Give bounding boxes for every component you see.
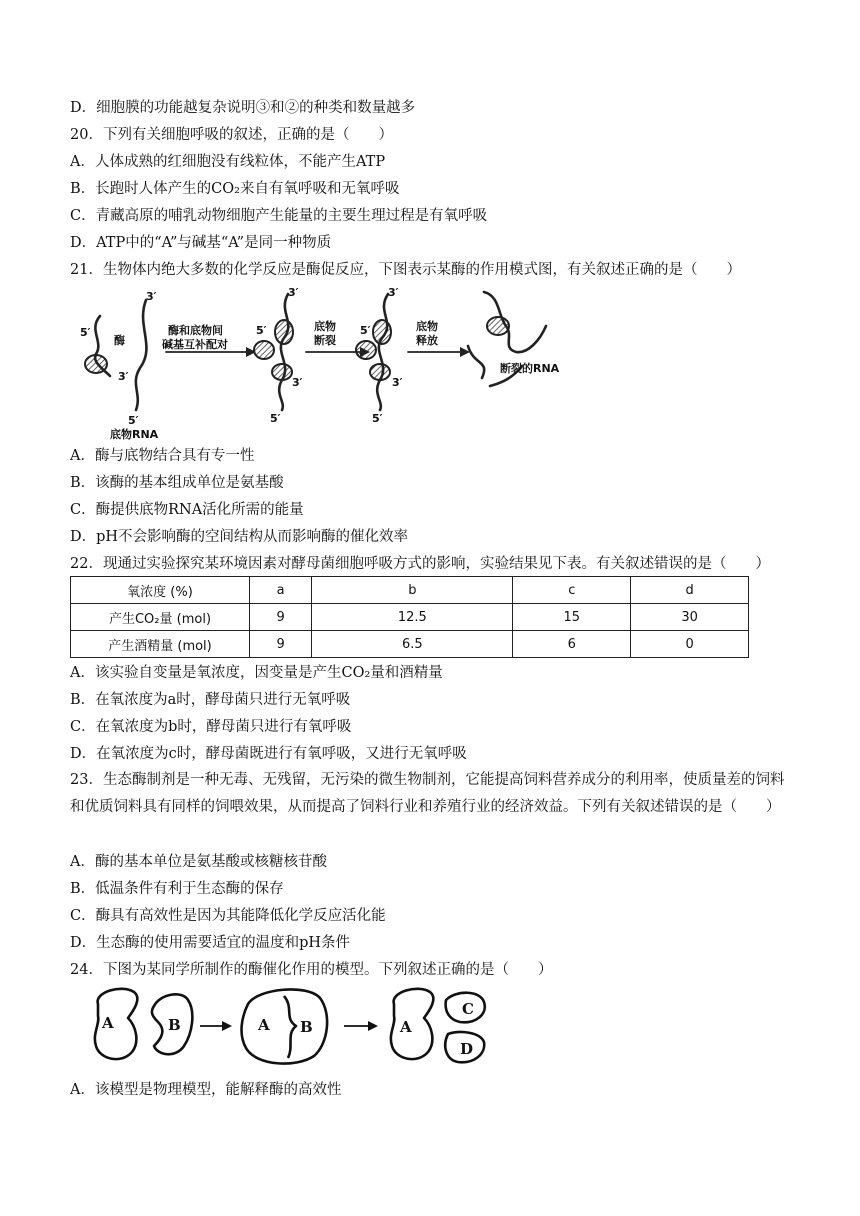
q22-option-c: C．在氧浓度为b时，酵母菌只进行有氧呼吸 bbox=[70, 719, 352, 735]
label-a-3: A bbox=[400, 1018, 412, 1036]
table-col-a: a bbox=[250, 577, 312, 604]
label-step1-line2: 碱基互补配对 bbox=[162, 338, 228, 351]
enzyme-hatched-loop-2c bbox=[272, 364, 292, 380]
label-d: D bbox=[460, 1040, 474, 1058]
q23-stem: 23．生态酶制剂是一种无毒、无残留，无污染的微生物制剂，它能提高饲料营养成分的利用率，使质量差的饲料和优质饲料具有同样的饲喂效果，从而提高了饲料行业和养殖行业的经济效益。下列有关叙述错误的是（ ） bbox=[70, 772, 785, 815]
enzyme-a-shape-2 bbox=[391, 989, 434, 1059]
label-5prime-substrate: 5′ bbox=[128, 414, 139, 427]
table-header-label: 氧浓度 (%) bbox=[71, 577, 250, 604]
label-b-1: B bbox=[168, 1016, 181, 1034]
q22-option-a: A．该实验自变量是氧浓度，因变量是产生CO₂量和酒精量 bbox=[70, 665, 443, 681]
table-col-d: d bbox=[631, 577, 749, 604]
enzyme-substrate-complex bbox=[242, 989, 328, 1063]
q23-option-a: A．酶的基本单位是氨基酸或核糖核苷酸 bbox=[70, 854, 327, 870]
enzyme-hatched-loop-2b bbox=[254, 341, 274, 359]
q22-data-table bbox=[70, 576, 749, 658]
table-header-row bbox=[71, 577, 749, 604]
table-row bbox=[71, 631, 749, 658]
row-label-co2: 产生CO₂量 (mol) bbox=[71, 604, 250, 631]
label-a-2: A bbox=[258, 1016, 270, 1034]
q22-option-b: B．在氧浓度为a时，酵母菌只进行无氧呼吸 bbox=[70, 692, 351, 708]
label-substrate-rna: 底物RNA bbox=[110, 428, 159, 441]
substrate-strand-2 bbox=[279, 294, 288, 410]
cell: 0 bbox=[631, 631, 749, 658]
q21-stem: 21．生物体内绝大多数的化学反应是酶促反应，下图表示某酶的作用模式图，有关叙述正确的是（ ） bbox=[70, 262, 741, 278]
q21-option-c: C．酶提供底物RNA活化所需的能量 bbox=[70, 502, 304, 518]
q23-option-b: B．低温条件有利于生态酶的保存 bbox=[70, 881, 284, 897]
label-step3-line2: 释放 bbox=[416, 334, 438, 347]
q20-option-d: D．ATP中的“A”与碱基“A”是同一种物质 bbox=[70, 235, 332, 251]
row-label-alcohol: 产生酒精量 (mol) bbox=[71, 631, 250, 658]
q24-stem: 24．下图为某同学所制作的酶催化作用的模型。下列叙述正确的是（ ） bbox=[70, 962, 553, 978]
label-b-2: B bbox=[300, 1018, 313, 1036]
enzyme-hatched-loop-1 bbox=[85, 355, 107, 373]
enzyme-hatched-loop-4 bbox=[487, 317, 509, 335]
label-3prime-3: 3′ bbox=[388, 286, 399, 299]
cell: 30 bbox=[631, 604, 749, 631]
q24-enzyme-model-figure bbox=[88, 984, 500, 1070]
label-3prime-2b: 3′ bbox=[292, 376, 303, 389]
label-step3-line1: 底物 bbox=[416, 320, 438, 333]
substrate-strand-1 bbox=[136, 300, 147, 410]
enzyme-hatched-loop-2a bbox=[275, 320, 293, 344]
complex-boundary bbox=[284, 996, 296, 1058]
label-3prime-2: 3′ bbox=[288, 286, 299, 299]
q20-option-b: B．长跑时人体产生的CO₂来自有氧呼吸和无氧呼吸 bbox=[70, 181, 400, 197]
q21-option-a: A．酶与底物结合具有专一性 bbox=[70, 448, 255, 464]
label-step2-line1: 底物 bbox=[314, 320, 336, 333]
label-c: C bbox=[462, 1000, 474, 1018]
label-a-1: A bbox=[102, 1014, 114, 1032]
label-5prime-2: 5′ bbox=[256, 324, 267, 337]
q23-option-c: C．酶具有高效性是因为其能降低化学反应活化能 bbox=[70, 908, 386, 924]
label-step2-line2: 断裂 bbox=[314, 334, 336, 347]
cell: 6 bbox=[513, 631, 631, 658]
q20-option-c: C．青藏高原的哺乳动物细胞产生能量的主要生理过程是有氧呼吸 bbox=[70, 208, 488, 224]
label-broken-rna: 断裂的RNA bbox=[500, 362, 560, 375]
label-5prime-1: 5′ bbox=[80, 326, 91, 339]
cell: 9 bbox=[250, 604, 312, 631]
q20-option-a: A．人体成熟的红细胞没有线粒体，不能产生ATP bbox=[70, 154, 386, 170]
substrate-strand-3 bbox=[377, 294, 388, 410]
label-3prime-substrate: 3′ bbox=[146, 290, 157, 303]
label-3prime-3b: 3′ bbox=[392, 376, 403, 389]
q21-enzyme-figure bbox=[70, 286, 590, 442]
q21-option-d: D．pH不会影响酶的空间结构从而影响酶的催化效率 bbox=[70, 529, 409, 545]
table-col-b: b bbox=[312, 577, 513, 604]
cell: 15 bbox=[513, 604, 631, 631]
label-enzyme: 酶 bbox=[114, 334, 125, 347]
label-3prime-enzyme: 3′ bbox=[118, 370, 129, 383]
label-5prime-2b: 5′ bbox=[270, 412, 281, 425]
cell: 12.5 bbox=[312, 604, 513, 631]
enzyme-hatched-loop-3c bbox=[370, 364, 390, 380]
cell: 6.5 bbox=[312, 631, 513, 658]
label-step1-line1: 酶和底物间 bbox=[168, 324, 223, 337]
enzyme-hatched-loop-3a bbox=[373, 320, 391, 344]
cell: 9 bbox=[250, 631, 312, 658]
q22-option-d: D．在氧浓度为c时，酵母菌既进行有氧呼吸，又进行无氧呼吸 bbox=[70, 746, 467, 762]
q22-stem: 22．现通过实验探究某环境因素对酵母菌细胞呼吸方式的影响，实验结果见下表。有关叙述错误的是（ ） bbox=[70, 556, 770, 572]
table-col-c: c bbox=[513, 577, 631, 604]
q24-option-a: A．该模型是物理模型，能解释酶的高效性 bbox=[70, 1082, 342, 1098]
label-5prime-3: 5′ bbox=[360, 324, 371, 337]
q23-option-d: D．生态酶的使用需要适宜的温度和pH条件 bbox=[70, 935, 351, 951]
label-5prime-3b: 5′ bbox=[372, 412, 383, 425]
q21-option-b: B．该酶的基本组成单位是氨基酸 bbox=[70, 475, 284, 491]
table-row bbox=[71, 604, 749, 631]
q20-stem: 20．下列有关细胞呼吸的叙述，正确的是（ ） bbox=[70, 127, 393, 143]
q19-option-d: D．细胞膜的功能越复杂说明③和②的种类和数量越多 bbox=[70, 100, 416, 116]
